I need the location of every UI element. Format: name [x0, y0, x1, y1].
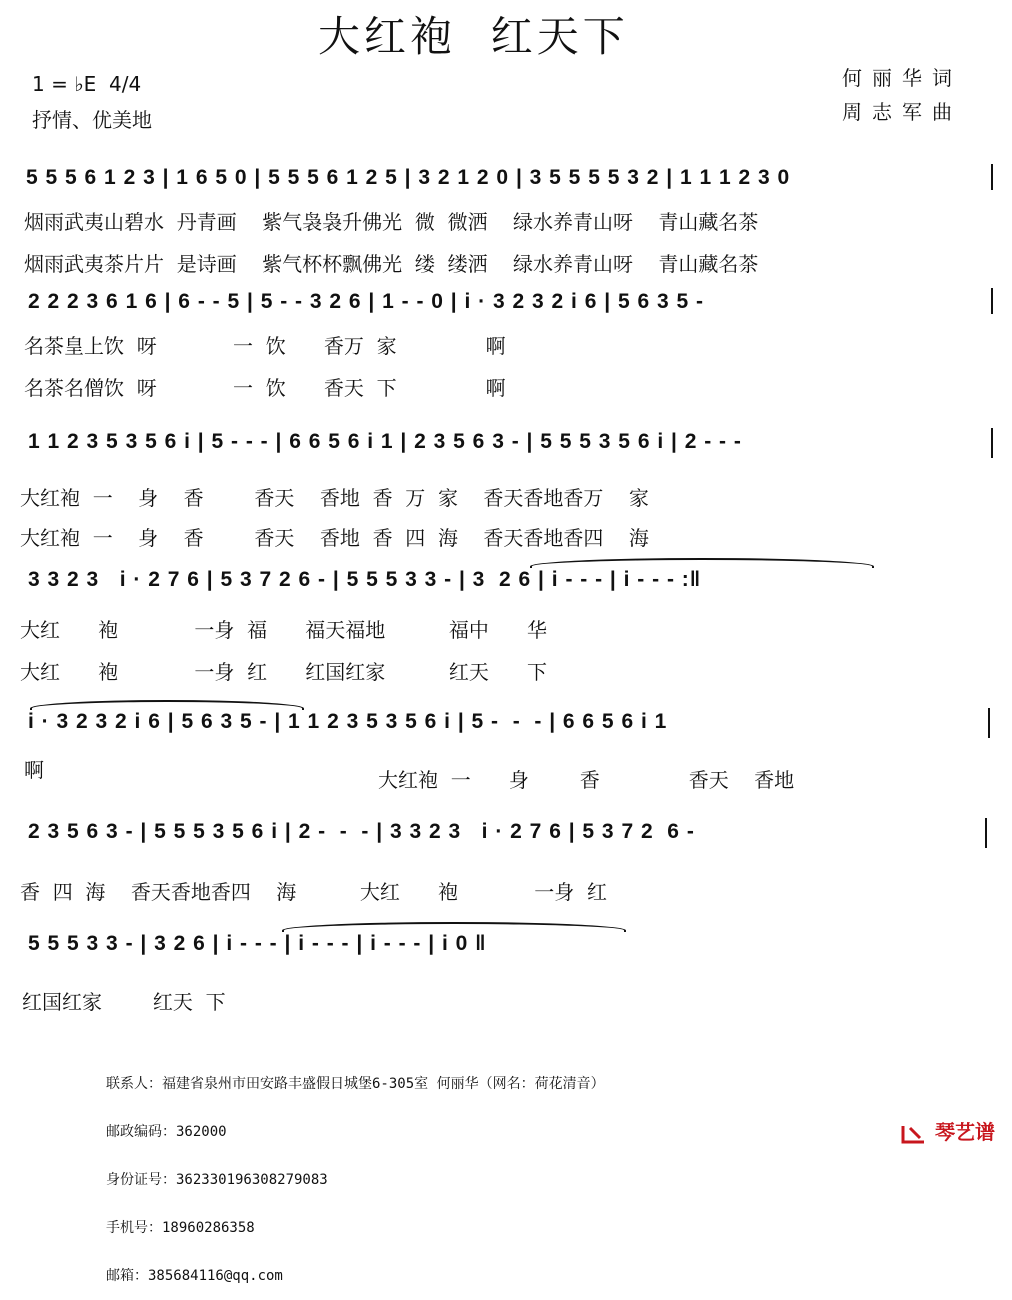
system-6-lyrics: 香 四 海 香天香地香四 海 大红 袍 一身 红	[20, 880, 608, 904]
logo-mark-icon	[900, 1122, 928, 1146]
system-2-notes: 2 2 2 3 6 1 6 | 6 - - 5 | 5 - - 3 2 6 | 1 - - 0 | i · 3 2 3 2 i 6 | 5 6 3 5 -	[28, 290, 705, 313]
system-5-lyrics-verse-2: 大红袍 一 身 香 香天 香地	[378, 768, 795, 792]
page-title: 大红袍 红天下	[318, 12, 629, 61]
system-6-notes: 2 3 5 6 3 - | 5 5 5 3 5 6 i | 2 - - - | 3 3 2 3 i · 2 7 6 | 5 3 7 2 6 -	[28, 820, 695, 843]
barline	[991, 428, 993, 458]
system-7-notes: 5 5 5 3 3 - | 3 2 6 | i - - - | i - - - | i - - - | i 0 ‖	[28, 932, 487, 955]
system-3-lyrics-verse-2: 大红袍 一 身 香 香天 香地 香 四 海 香天香地香四 海	[20, 526, 649, 550]
contact-email: 邮箱：385684116@qq.com	[106, 1268, 283, 1284]
contact-block	[106, 1044, 605, 1300]
slur-arc	[30, 700, 304, 710]
contact-id-number: 身份证号：362330196308279083	[106, 1172, 328, 1188]
system-5-notes: i · 3 2 3 2 i 6 | 5 6 3 5 - | 1 1 2 3 5 3 5 6 i | 5 - - - | 6 6 5 6 i 1	[28, 710, 668, 733]
barline	[991, 288, 993, 314]
system-4-notes: 3 3 2 3 i · 2 7 6 | 5 3 7 2 6 - | 5 5 5 3 3 - | 3 2 6 | i - - - | i - - - :‖	[28, 568, 702, 591]
system-4-lyrics-verse-1: 大红 袍 一身 福 福天福地 福中 华	[20, 618, 548, 642]
barline	[991, 164, 993, 190]
site-logo	[900, 1116, 995, 1146]
logo-text: 琴艺谱	[934, 1120, 995, 1144]
system-3-lyrics-verse-1: 大红袍 一 身 香 香天 香地 香 万 家 香天香地香万 家	[20, 486, 649, 510]
system-1-lyrics-verse-1: 烟雨武夷山碧水 丹青画 紫气袅袅升佛光 微 微洒 绿水养青山呀 青山藏名茶	[24, 210, 759, 234]
lyricist-credit: 何丽华词	[842, 66, 962, 90]
key-signature: 1 = ♭E 4/4	[32, 72, 142, 96]
contact-postcode: 邮政编码：362000	[106, 1124, 227, 1140]
system-7-lyrics: 红国红家 红天 下	[22, 990, 226, 1014]
tie-arc	[282, 922, 626, 932]
composer-credit: 周志军曲	[842, 100, 962, 124]
contact-phone: 手机号：18960286358	[106, 1220, 255, 1236]
tie-arc	[530, 558, 874, 568]
system-5-lyrics-verse-1: 啊	[24, 758, 44, 782]
system-2-lyrics-verse-2: 名茶名僧饮 呀 一 饮 香天 下 啊	[24, 376, 506, 400]
system-1-notes: 5 5 5 6 1 2 3 | 1 6 5 0 | 5 5 5 6 1 2 5 | 3 2 1 2 0 | 3 5 5 5 5 3 2 | 1 1 1 2 3 0	[26, 166, 791, 189]
system-1-lyrics-verse-2: 烟雨武夷茶片片 是诗画 紫气杯杯飘佛光 缕 缕洒 绿水养青山呀 青山藏名茶	[24, 252, 759, 276]
barline	[985, 818, 987, 848]
system-4-lyrics-verse-2: 大红 袍 一身 红 红国红家 红天 下	[20, 660, 548, 684]
barline	[988, 708, 990, 738]
system-2-lyrics-verse-1: 名茶皇上饮 呀 一 饮 香万 家 啊	[24, 334, 506, 358]
tempo-marking: 抒情、优美地	[32, 108, 152, 132]
contact-address: 联系人：福建省泉州市田安路丰盛假日城堡6-305室 何丽华（网名：荷花清音）	[106, 1076, 605, 1092]
system-3-notes: 1 1 2 3 5 3 5 6 i | 5 - - - | 6 6 5 6 i 1 | 2 3 5 6 3 - | 5 5 5 3 5 6 i | 2 - - -	[28, 430, 742, 453]
